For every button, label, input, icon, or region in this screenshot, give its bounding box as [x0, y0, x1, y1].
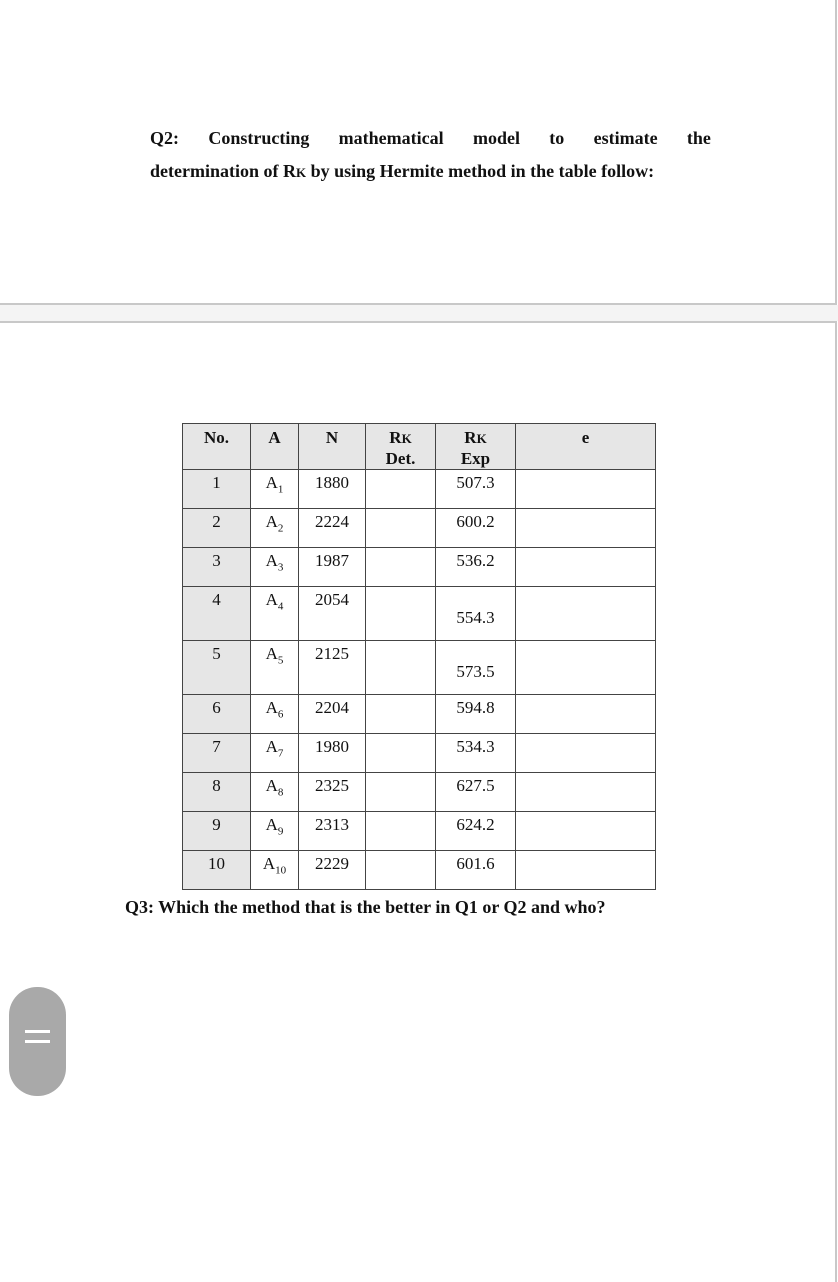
cell-a-main: A: [265, 737, 278, 756]
header-rk-det: [366, 424, 436, 470]
cell-rk-exp: 554.3: [436, 587, 516, 641]
cell-a-sub: 2: [277, 522, 284, 535]
cell-rk-exp: 536.2: [436, 548, 516, 587]
q2-word: the: [686, 128, 711, 148]
cell-a-sub: 5: [277, 654, 284, 667]
cell-a: [251, 470, 299, 509]
table-row: [183, 773, 656, 812]
header-rk-det-main: R: [389, 428, 402, 447]
cell-rk-det: [366, 548, 436, 587]
cell-no: 3: [183, 548, 251, 587]
data-table: [182, 423, 656, 890]
cell-a-sub: 7: [277, 747, 284, 760]
cell-n: 2229: [299, 851, 366, 890]
cell-e: [516, 695, 656, 734]
cell-rk-exp: 573.5: [436, 641, 516, 695]
cell-e: [516, 509, 656, 548]
cell-no: 6: [183, 695, 251, 734]
cell-a-main: A: [265, 512, 278, 531]
table-row: [183, 587, 656, 641]
cell-n: 2313: [299, 812, 366, 851]
cell-n: 2054: [299, 587, 366, 641]
q2-word: model: [472, 128, 520, 148]
cell-rk-exp: 507.3: [436, 470, 516, 509]
cell-e: [516, 641, 656, 695]
header-rk-exp-main: R: [464, 428, 477, 447]
cell-a-main: A: [265, 815, 278, 834]
cell-a-sub: 8: [277, 786, 284, 799]
cell-a: [251, 587, 299, 641]
cell-a-main: A: [262, 854, 276, 873]
cell-rk-det: [366, 734, 436, 773]
header-rk-det-line2: Det.: [385, 449, 416, 468]
q2-heading-line2: [150, 161, 654, 182]
cell-a-main: A: [265, 644, 278, 663]
cell-no: 4: [183, 587, 251, 641]
cell-a-sub: 4: [277, 600, 284, 613]
cell-no: 9: [183, 812, 251, 851]
cell-n: 2325: [299, 773, 366, 812]
cell-rk-det: [366, 509, 436, 548]
cell-a-sub: 6: [277, 708, 284, 721]
header-e: e: [516, 424, 656, 470]
cell-a-main: A: [265, 473, 278, 492]
handle-line-top: [25, 1030, 50, 1033]
cell-rk-det: [366, 587, 436, 641]
cell-no: 10: [183, 851, 251, 890]
cell-n: 2204: [299, 695, 366, 734]
cell-n: 2125: [299, 641, 366, 695]
cell-rk-exp: 534.3: [436, 734, 516, 773]
cell-a: [251, 851, 299, 890]
cell-a-sub: 3: [277, 561, 284, 574]
q2-word: estimate: [593, 128, 658, 148]
handle-line-bottom: [25, 1040, 50, 1043]
cell-no: 7: [183, 734, 251, 773]
table-row: [183, 470, 656, 509]
cell-a: [251, 641, 299, 695]
cell-a-sub: 9: [277, 825, 284, 838]
cell-a-main: A: [265, 776, 278, 795]
cell-e: [516, 548, 656, 587]
cell-a: [251, 734, 299, 773]
cell-a-main: A: [265, 551, 278, 570]
cell-rk-exp: 594.8: [436, 695, 516, 734]
header-rk-exp: [436, 424, 516, 470]
cell-e: [516, 773, 656, 812]
q2-line2-pre: determination of R: [150, 161, 296, 181]
table-row: [183, 812, 656, 851]
cell-a: [251, 695, 299, 734]
cell-n: 2224: [299, 509, 366, 548]
cell-e: [516, 470, 656, 509]
cell-n: 1980: [299, 734, 366, 773]
cell-a: [251, 812, 299, 851]
q3-question: Q3: Which the method that is the better in Q1 or Q2 and who?: [125, 897, 606, 917]
cell-rk-det: [366, 812, 436, 851]
cell-e: [516, 851, 656, 890]
cell-n: 1880: [299, 470, 366, 509]
cell-a-sub: 10: [275, 864, 287, 877]
cell-e: [516, 734, 656, 773]
q2-word: mathematical: [338, 128, 444, 148]
page-gap: [0, 305, 838, 321]
header-no: No.: [183, 424, 251, 470]
q2-word: Constructing: [208, 128, 310, 148]
cell-no: 5: [183, 641, 251, 695]
header-rk-det-sub: K: [401, 431, 412, 446]
cell-no: 2: [183, 509, 251, 548]
q2-line2-sub: K: [295, 165, 307, 180]
drag-handle[interactable]: [9, 987, 66, 1096]
cell-rk-det: [366, 695, 436, 734]
cell-a: [251, 773, 299, 812]
header-n: N: [299, 424, 366, 470]
table-row: [183, 548, 656, 587]
cell-rk-exp: 624.2: [436, 812, 516, 851]
table-header-row: [183, 424, 656, 470]
cell-a: [251, 509, 299, 548]
cell-no: 8: [183, 773, 251, 812]
cell-rk-det: [366, 773, 436, 812]
cell-a-main: A: [265, 698, 278, 717]
table-row: [183, 734, 656, 773]
cell-e: [516, 812, 656, 851]
q2-word: to: [549, 128, 565, 148]
header-rk-exp-line2: Exp: [460, 449, 491, 468]
cell-rk-det: [366, 851, 436, 890]
cell-rk-exp: 600.2: [436, 509, 516, 548]
cell-a-sub: 1: [277, 483, 284, 496]
table-row: [183, 851, 656, 890]
cell-rk-exp: 601.6: [436, 851, 516, 890]
table-row: [183, 641, 656, 695]
cell-no: 1: [183, 470, 251, 509]
cell-e: [516, 587, 656, 641]
cell-rk-exp: 627.5: [436, 773, 516, 812]
cell-a: [251, 548, 299, 587]
q2-line2-post: by using Hermite method in the table follow:: [306, 161, 655, 181]
page-top: [0, 0, 837, 305]
cell-a-main: A: [265, 590, 278, 609]
q2-word: Q2:: [150, 128, 179, 148]
q2-heading-line1: [150, 128, 711, 149]
header-rk-exp-sub: K: [476, 431, 487, 446]
cell-n: 1987: [299, 548, 366, 587]
table-row: [183, 509, 656, 548]
cell-rk-det: [366, 641, 436, 695]
header-a: A: [251, 424, 299, 470]
cell-rk-det: [366, 470, 436, 509]
table-row: [183, 695, 656, 734]
